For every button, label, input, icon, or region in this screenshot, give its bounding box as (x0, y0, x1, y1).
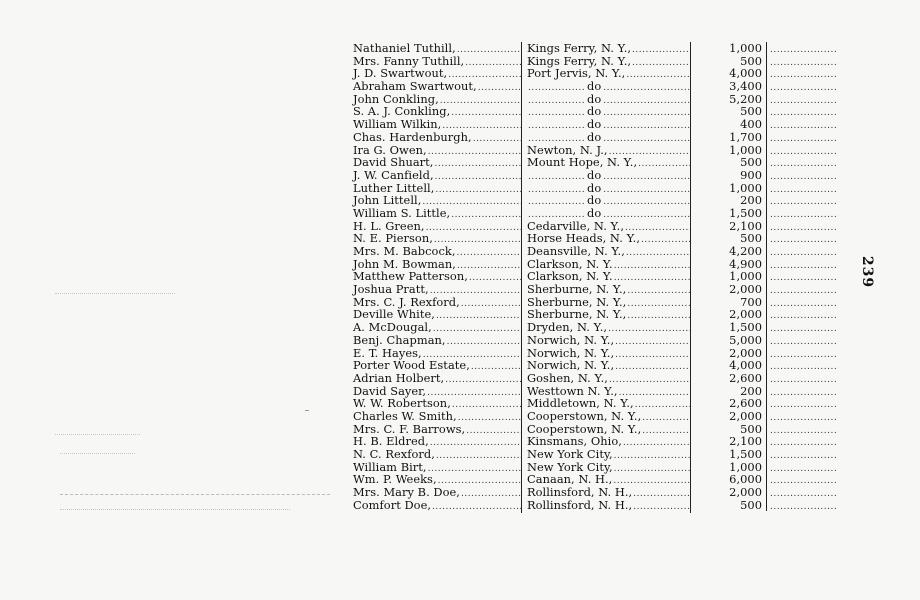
dot-leader (770, 107, 837, 120)
blank-cell (767, 171, 837, 184)
table-row (350, 359, 842, 372)
place-name: Westtown N. Y., (527, 384, 618, 398)
dot-leader (770, 272, 837, 285)
blank-cell (767, 437, 837, 450)
blank-cell (767, 323, 837, 336)
table-row (350, 207, 842, 220)
subscriber-name: John Conkling, (353, 92, 439, 106)
blank-cell (767, 387, 837, 400)
place-name: do (587, 80, 602, 94)
subscriber-name: Porter Wood Estate, (353, 359, 470, 373)
amount-cell: 1,700 (691, 131, 767, 144)
dot-leader (770, 285, 837, 298)
place-name: do (587, 92, 602, 106)
bleed-through-mark (60, 453, 135, 455)
subscriber-name: Mrs. Fanny Tuthill, (353, 54, 465, 68)
table-row (350, 258, 842, 271)
table-row (350, 220, 842, 233)
amount-cell: 5,000 (691, 334, 767, 347)
blank-cell (767, 196, 837, 209)
amount-cell: 4,000 (691, 67, 767, 80)
dot-leader (770, 437, 837, 450)
blank-cell (767, 501, 837, 514)
amount-cell: 1,000 (691, 182, 767, 195)
subscriber-name: H. B. Eldred, (353, 435, 429, 449)
dot-leader (770, 120, 837, 133)
amount-cell: 4,000 (691, 359, 767, 372)
table-row (350, 118, 842, 131)
place-name: Kinsmans, Ohio, (527, 435, 622, 449)
dot-leader (770, 158, 837, 171)
dot-leader (770, 399, 837, 412)
subscriber-name: Comfort Doe, (353, 498, 432, 512)
table-row (350, 347, 842, 360)
subscriber-name: Joshua Pratt, (353, 283, 429, 297)
place-name: do (587, 105, 602, 119)
dot-leader (770, 425, 837, 438)
place-name: New York City, (527, 460, 613, 474)
amount-cell: 3,400 (691, 80, 767, 93)
page-number: 239 (859, 255, 876, 289)
place-name: do (587, 118, 602, 132)
table-row (350, 80, 842, 93)
dot-leader (770, 412, 837, 425)
place-name: Horse Heads, N. Y., (527, 232, 641, 246)
table-row (350, 144, 842, 157)
blank-cell (767, 107, 837, 120)
subscriber-name: Mrs. C. J. Rexford, (353, 295, 460, 309)
amount-cell: 200 (691, 194, 767, 207)
bleed-through-mark (60, 494, 330, 496)
dot-leader (770, 298, 837, 311)
dot-leader (770, 209, 837, 222)
subscriber-name: William S. Little, (353, 206, 451, 220)
place-name: Norwich, N. Y., (527, 346, 615, 360)
blank-cell (767, 44, 837, 57)
place-name: do (587, 181, 602, 195)
table-row (350, 182, 842, 195)
dot-leader (770, 133, 837, 146)
table-row (350, 283, 842, 296)
amount-cell: 1,000 (691, 461, 767, 474)
table-row (350, 169, 842, 182)
table-row (350, 232, 842, 245)
subscriber-name: William Wilkin, (353, 118, 442, 132)
blank-cell (767, 336, 837, 349)
dot-leader (770, 374, 837, 387)
subscriber-name: A. McDougal, (353, 321, 432, 335)
place-name: Port Jervis, N. Y., (527, 67, 626, 81)
place-name: Clarkson, N. Y. (527, 270, 613, 284)
subscriber-name: Mrs. C. F. Barrows, (353, 422, 466, 436)
dot-leader (770, 475, 837, 488)
amount-cell: 4,200 (691, 245, 767, 258)
dot-leader (770, 336, 837, 349)
amount-cell: 2,000 (691, 283, 767, 296)
table-row (350, 321, 842, 334)
table-row (350, 473, 842, 486)
blank-cell (767, 57, 837, 70)
bleed-through-mark (55, 293, 175, 295)
place-name: do (587, 130, 602, 144)
subscriber-name: Charles W. Smith, (353, 409, 457, 423)
subscriber-name: John Littell, (353, 194, 422, 208)
amount-cell: 500 (691, 499, 767, 512)
place-name: Mount Hope, N. Y., (527, 156, 638, 170)
table-row (350, 372, 842, 385)
table-row (350, 486, 842, 499)
dot-leader (770, 349, 837, 362)
table-row (350, 308, 842, 321)
place-name: Kings Ferry, N. Y., (527, 54, 632, 68)
dot-leader (770, 310, 837, 323)
table-row (350, 296, 842, 309)
amount-cell: 900 (691, 169, 767, 182)
blank-cell (767, 412, 837, 425)
amount-cell: 6,000 (691, 473, 767, 486)
blank-cell (767, 184, 837, 197)
place-name: Cooperstown, N. Y., (527, 422, 642, 436)
amount-cell: 2,000 (691, 410, 767, 423)
place-name: Middletown, N. Y., (527, 397, 634, 411)
dot-leader (770, 171, 837, 184)
table-row (350, 410, 842, 423)
table-row (350, 245, 842, 258)
blank-cell (767, 349, 837, 362)
dot-leader (770, 501, 837, 514)
place-name: Newton, N. J., (527, 143, 608, 157)
table-row (350, 156, 842, 169)
place-name: Rollinsford, N. H., (527, 498, 633, 512)
subscriber-name: S. A. J. Conkling, (353, 105, 451, 119)
amount-cell: 1,500 (691, 448, 767, 461)
blank-cell (767, 247, 837, 260)
amount-cell: 500 (691, 156, 767, 169)
subscriber-name: Matthew Patterson, (353, 270, 468, 284)
amount-cell: 1,000 (691, 270, 767, 283)
subscriber-name: Adrian Holbert, (353, 371, 445, 385)
subscriber-name: N. C. Rexford, (353, 448, 435, 461)
table-row (350, 42, 842, 55)
place-name: Sherburne, N. Y., (527, 308, 627, 322)
subscriber-name: Benj. Chapman, (353, 333, 446, 347)
dot-leader (770, 450, 837, 463)
subscriber-name: Abraham Swartwout, (353, 80, 477, 94)
amount-cell: 2,000 (691, 347, 767, 360)
bleed-through-mark (55, 434, 140, 436)
place-name: Norwich, N. Y., (527, 333, 615, 347)
table-row (350, 423, 842, 436)
place-name: Deansville, N. Y., (527, 245, 625, 258)
amount-cell: 2,100 (691, 220, 767, 233)
amount-cell: 500 (691, 105, 767, 118)
table-row (350, 194, 842, 207)
blank-cell (767, 222, 837, 235)
dot-leader (770, 44, 837, 57)
dot-leader (770, 323, 837, 336)
amount-cell: 5,200 (691, 93, 767, 106)
place-name: Rollinsford, N. H., (527, 486, 633, 500)
dot-leader (432, 501, 521, 514)
dot-leader (770, 82, 837, 95)
dot-leader (770, 234, 837, 247)
blank-cell (767, 374, 837, 387)
amount-cell: 1,000 (691, 144, 767, 157)
table-row (350, 435, 842, 448)
place-name: do (587, 194, 602, 208)
amount-cell: 2,000 (691, 486, 767, 499)
blank-cell (767, 425, 837, 438)
ledger-table (350, 42, 842, 511)
subscriber-name: David Shuart, (353, 156, 434, 170)
blank-cell (767, 310, 837, 323)
subscriber-name: Mrs. M. Babcock, (353, 245, 456, 258)
dot-leader (770, 361, 837, 374)
amount-cell: 500 (691, 55, 767, 68)
blank-cell (767, 272, 837, 285)
table-row (350, 397, 842, 410)
place-name: Sherburne, N. Y., (527, 295, 627, 309)
table-row (350, 461, 842, 474)
blank-cell (767, 133, 837, 146)
dot-leader (770, 488, 837, 501)
subscriber-name: J. D. Swartwout, (353, 67, 448, 81)
table-row (350, 55, 842, 68)
place-name: Cedarville, N. Y., (527, 219, 625, 233)
table-row (350, 385, 842, 398)
table-row (350, 131, 842, 144)
blank-cell (767, 120, 837, 133)
subscriber-name: Chas. Hardenburgh, (353, 130, 472, 144)
blank-cell (767, 488, 837, 501)
dot-leader (770, 247, 837, 260)
subscriber-name: Ira G. Owen, (353, 143, 427, 157)
margin-tick (305, 410, 309, 411)
dot-leader (770, 95, 837, 108)
place-name: Clarkson, N. Y. (527, 257, 613, 271)
dot-leader (770, 387, 837, 400)
amount-cell: 500 (691, 423, 767, 436)
dot-leader (770, 146, 837, 159)
table-row (350, 448, 842, 461)
amount-cell: 2,100 (691, 435, 767, 448)
amount-cell: 1,500 (691, 207, 767, 220)
dot-leader (770, 222, 837, 235)
table-row (350, 270, 842, 283)
blank-cell (767, 209, 837, 222)
subscriber-name: N. E. Pierson, (353, 232, 433, 246)
amount-cell: 500 (691, 232, 767, 245)
subscriber-name: H. L. Green, (353, 219, 425, 233)
subscriber-name: David Sayer, (353, 384, 427, 398)
place-name: Sherburne, N. Y., (527, 283, 627, 297)
subscriber-name: Wm. P. Weeks, (353, 473, 437, 487)
blank-cell (767, 298, 837, 311)
blank-cell (767, 158, 837, 171)
table-row (350, 334, 842, 347)
dot-leader (770, 69, 837, 82)
blank-cell (767, 475, 837, 488)
blank-cell (767, 285, 837, 298)
place-name: Dryden, N. Y., (527, 321, 608, 335)
amount-cell: 1,000 (691, 42, 767, 55)
amount-cell: 4,900 (691, 258, 767, 271)
place-name: do (587, 206, 602, 220)
place-name: Cooperstown, N. Y., (527, 409, 642, 423)
place-name: do (587, 168, 602, 182)
dot-leader (770, 196, 837, 209)
table-row (350, 67, 842, 80)
blank-cell (767, 450, 837, 463)
amount-cell: 700 (691, 296, 767, 309)
dot-leader (770, 260, 837, 273)
subscriber-name: William Birt, (353, 460, 427, 474)
place-name: New York City, (527, 448, 613, 461)
place-name: Kings Ferry, N. Y., (527, 42, 632, 55)
blank-cell (767, 234, 837, 247)
subscriber-name: Deville White, (353, 308, 435, 322)
place-cell (522, 499, 691, 514)
dot-leader (770, 184, 837, 197)
table-row (350, 105, 842, 118)
place-name: Norwich, N. Y., (527, 359, 615, 373)
blank-cell (767, 463, 837, 476)
dot-leader (633, 501, 690, 514)
place-name: Goshen, N. Y., (527, 371, 608, 385)
table-row (350, 93, 842, 106)
blank-cell (767, 260, 837, 273)
amount-cell: 2,000 (691, 308, 767, 321)
blank-cell (767, 361, 837, 374)
place-name: Canaan, N. H., (527, 473, 613, 487)
subscriber-name: John M. Bowman, (353, 257, 456, 271)
subscriber-name: J. W. Canfield, (353, 168, 434, 182)
subscriber-name: W. W. Robertson, (353, 397, 451, 411)
blank-cell (767, 399, 837, 412)
blank-cell (767, 69, 837, 82)
table-row (350, 499, 842, 512)
amount-cell: 1,500 (691, 321, 767, 334)
subscriber-name: E. T. Hayes, (353, 346, 422, 360)
bleed-through-mark (60, 509, 290, 511)
dot-leader (770, 463, 837, 476)
amount-cell: 2,600 (691, 397, 767, 410)
subscriber-name: Luther Littell, (353, 181, 435, 195)
blank-cell (767, 146, 837, 159)
name-cell (350, 499, 522, 514)
amount-cell: 200 (691, 385, 767, 398)
subscriber-name: Nathaniel Tuthill, (353, 42, 456, 55)
dot-leader (770, 57, 837, 70)
amount-cell: 2,600 (691, 372, 767, 385)
subscriber-name: Mrs. Mary B. Doe, (353, 486, 460, 500)
blank-cell (767, 82, 837, 95)
blank-cell (767, 95, 837, 108)
amount-cell: 400 (691, 118, 767, 131)
